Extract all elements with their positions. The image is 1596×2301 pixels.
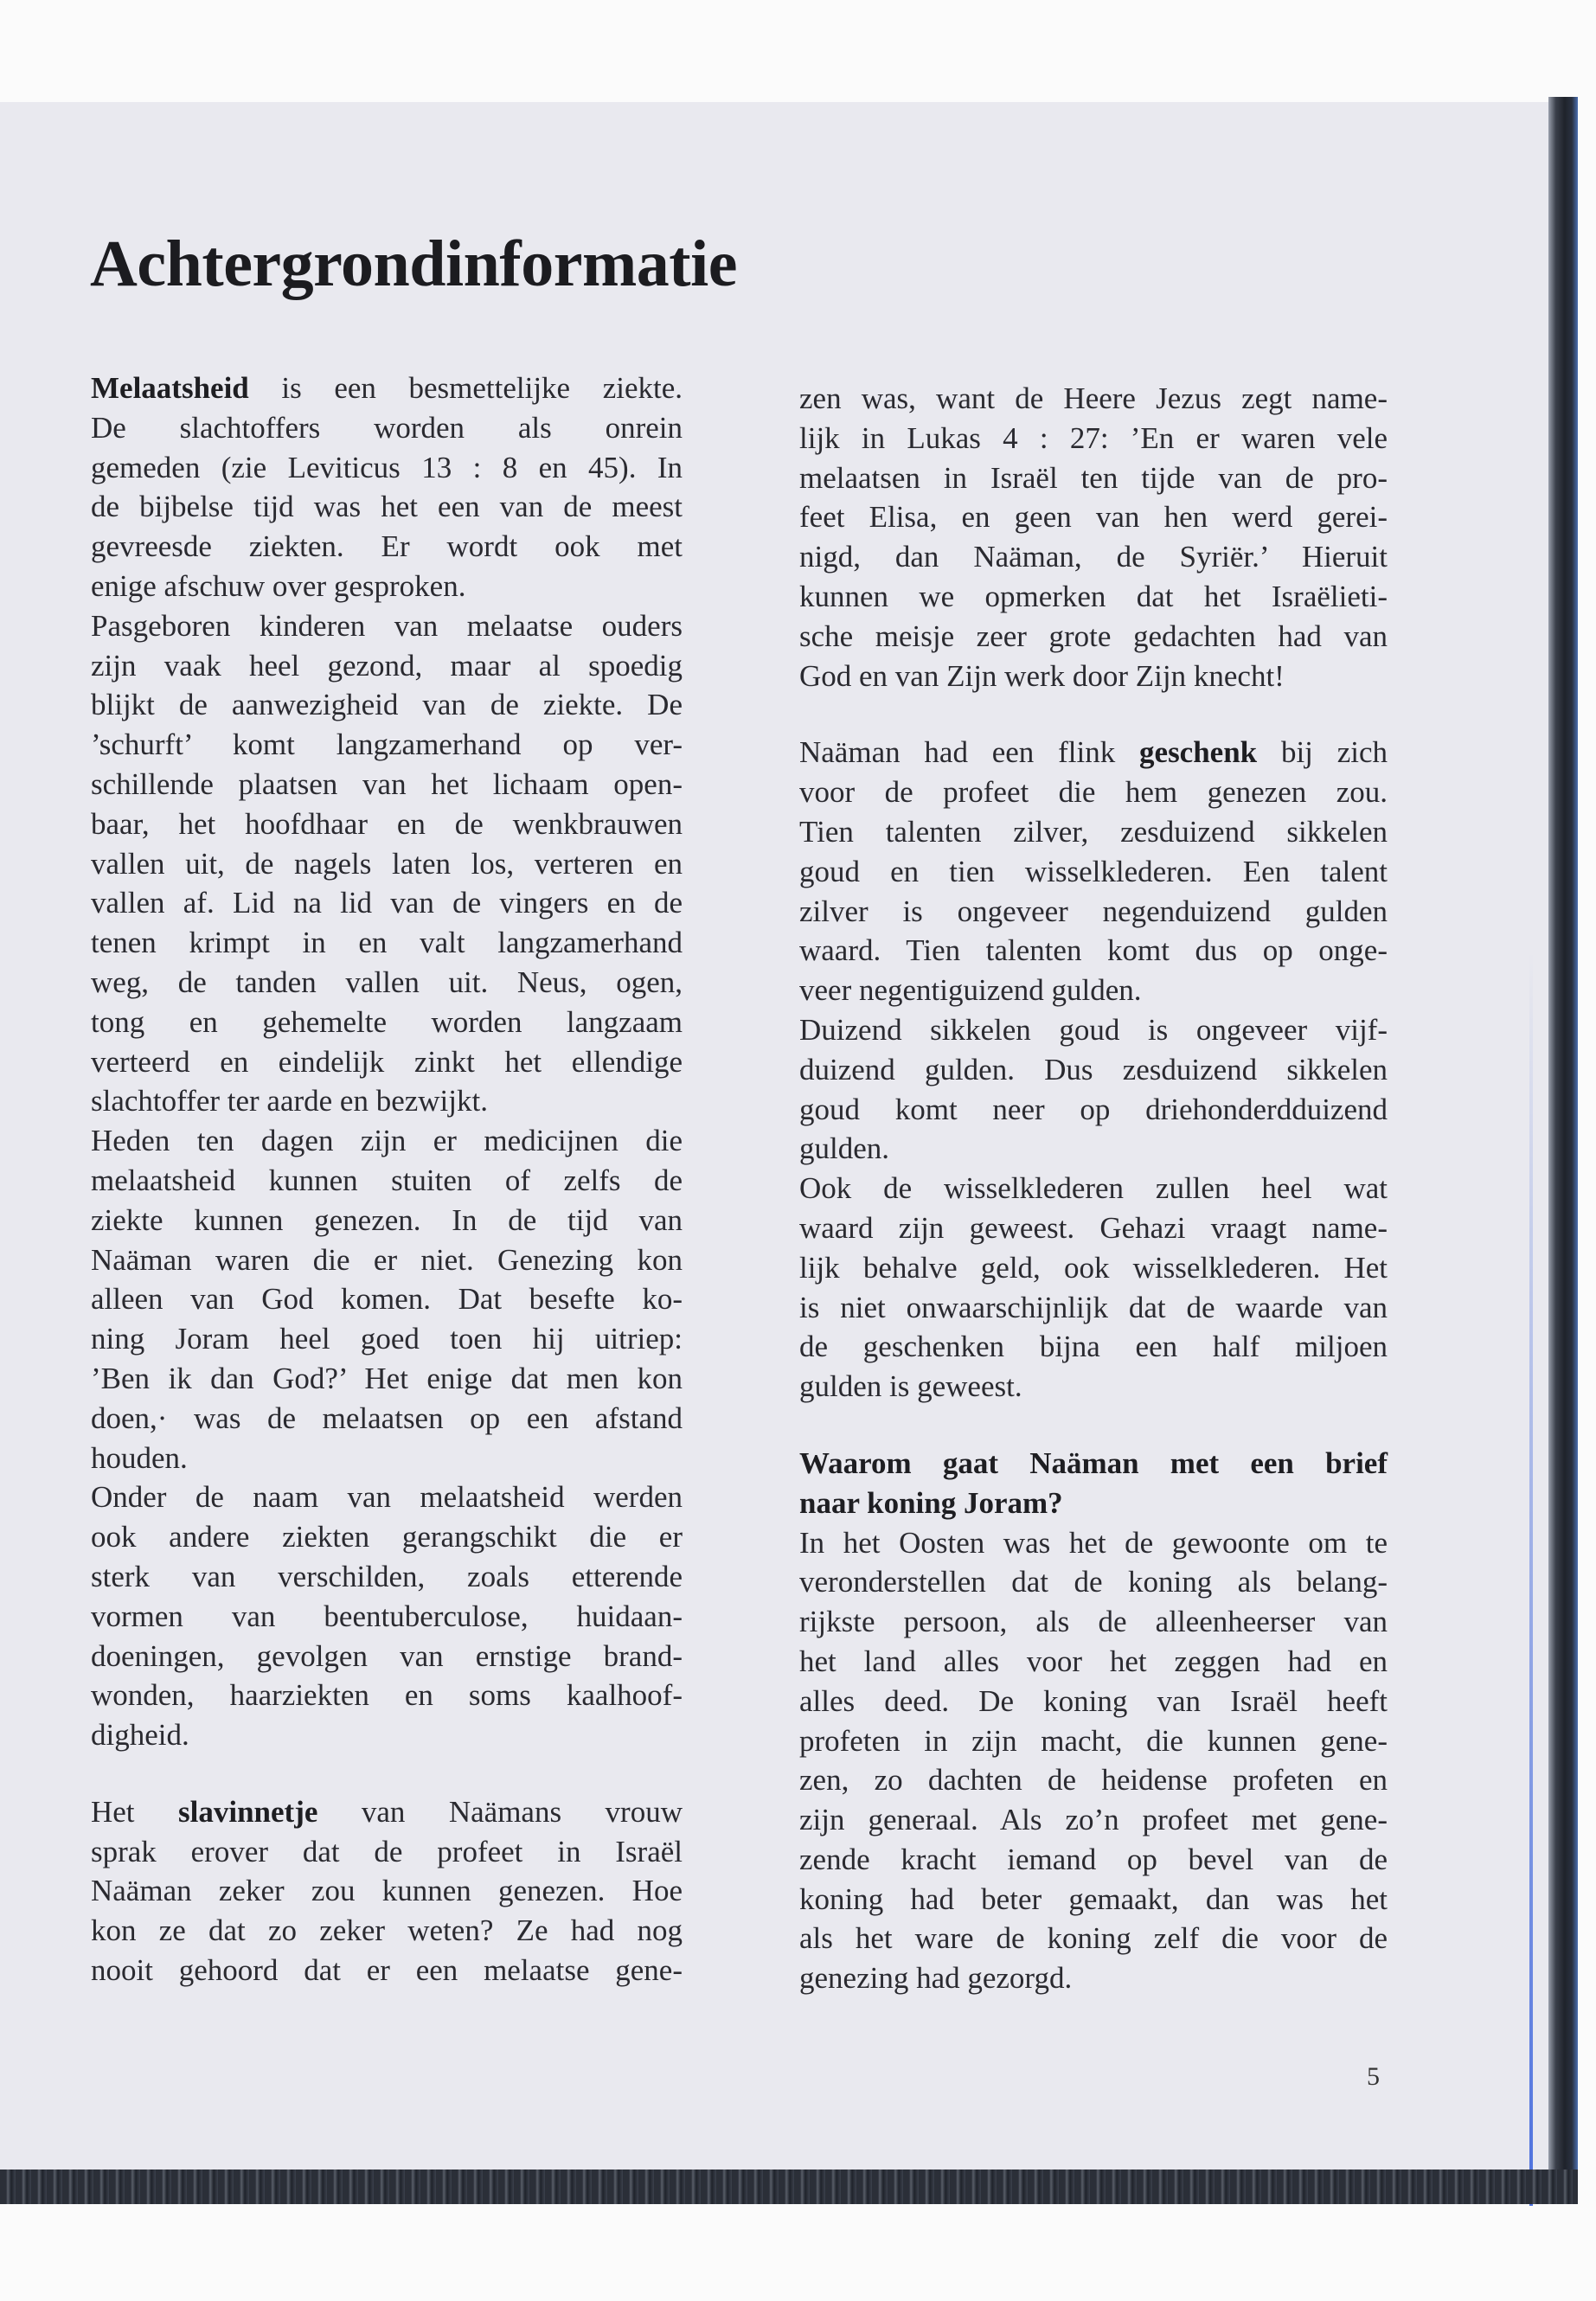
text-line: vallen uit, de nagels laten los, verteren en [91,846,683,881]
text-line: ning Joram heel goed toen hij uitriep: [91,1322,683,1356]
text-line: wonden, haarziekten en soms kaalhoof- [91,1678,683,1713]
text-line: digheid. [91,1718,189,1753]
text-line: tenen krimpt in en valt langzamerhand [91,926,683,960]
text-line: de geschenken bijna een half miljoen [799,1330,1388,1364]
text-line: ’schurft’ komt langzamerhand op ver- [91,727,683,762]
text-line: zijn generaal. Als zo’n profeet met gene- [799,1803,1388,1837]
bold-term: slavinnetje [178,1794,318,1829]
text-line: kon ze dat zo zeker weten? Ze had nog [91,1913,683,1948]
text-line [799,1444,1388,1484]
paragraph [799,1523,1388,1999]
text-line: Onder de naam van melaatsheid werden [91,1480,683,1515]
text-line: de bijbelse tijd was het een van de meest [91,490,683,524]
text-line: melaatsheid kunnen stuiten of zelfs de [91,1163,683,1197]
paragraph [91,606,683,1121]
text-line: baar, het hoofdhaar en de wenkbrauwen [91,806,683,841]
page-title: Achtergrondinformatie [90,228,737,300]
bold-term: Melaatsheid [91,371,249,405]
text-line: waard zijn geweest. Gehazi vraagt name- [799,1210,1388,1245]
text-line [799,1484,1388,1523]
paragraph [799,379,1388,695]
text-line: tong en gehemelte worden langzaam [91,1004,683,1039]
paragraph-spacer [799,695,1388,733]
text-span: Naäman had een flink [799,735,1140,770]
text-span: bij zich [1257,735,1388,770]
text-span: is een besmettelijke ziekte. [248,371,683,405]
text-line: weg, de tanden vallen uit. Neus, ogen, [91,965,683,999]
text-line: rijkste persoon, als de alleenheerser van [799,1605,1388,1639]
text-line: vormen van beentuberculose, huidaan- [91,1599,683,1633]
text-line: Ook de wisselklederen zullen heel wat [799,1171,1388,1206]
paragraph-spacer [799,1407,1388,1444]
text-line: kunnen we opmerken dat het Israëlieti- [799,579,1388,613]
text-line: zen was, want de Heere Jezus zegt name- [799,381,1388,415]
text-line: Tien talenten zilver, zesduizend sikkelen [799,814,1388,849]
text-line: waard. Tien talenten komt dus op onge- [799,933,1388,968]
paragraph [91,1121,683,1477]
text-line: genezing had gezorgd. [799,1961,1073,1996]
bold-term: naar koning Joram? [799,1485,1063,1520]
text-line: Heden ten dagen zijn er medicijnen die [91,1124,683,1158]
book-binding [1548,97,1578,2204]
text-line: veronderstellen dat de koning als belang- [799,1565,1388,1599]
left-column [91,369,683,1990]
text-line: nigd, dan Naäman, de Syriër.’ Hieruit [799,540,1388,574]
section-heading [799,1444,1388,1523]
page-number: 5 [1367,2062,1380,2091]
text-line: doen,· was de melaatsen op een afstand [91,1400,683,1435]
text-line: het land alles voor het zeggen had en [799,1644,1388,1678]
text-line: ziekte kunnen genezen. In de tijd van [91,1202,683,1237]
paragraph [799,1010,1388,1169]
text-line: zende kracht iemand op bevel van de [799,1842,1388,1876]
text-line: zilver is ongeveer negenduizend gulden [799,894,1388,928]
text-line: doeningen, gevolgen van ernstige brand- [91,1638,683,1673]
text-line: is niet onwaarschijnlijk dat de waarde van [799,1290,1388,1324]
text-line: koning had beter gemaakt, dan was het [799,1881,1388,1916]
text-line: alles deed. De koning van Israël heeft [799,1683,1388,1718]
text-line: nooit gehoord dat er een melaatse gene- [91,1953,683,1988]
text-line: goud en tien wisselklederen. Een talent [799,854,1388,888]
text-line: sche meisje zeer grote gedachten had van [799,619,1388,653]
text-line: goud komt neer op driehonderdduizend [799,1092,1388,1126]
text-line: Duizend sikkelen goud is ongeveer vijf- [799,1012,1388,1047]
paragraph [799,733,1388,1010]
text-line: blijkt de aanwezigheid van de ziekte. De [91,688,683,722]
text-line: In het Oosten was het de gewoonte om te [799,1525,1388,1560]
text-line: slachtoffer ter aarde en bezwijkt. [91,1084,488,1118]
text-line: Pasgeboren kinderen van melaatse ouders [91,608,683,643]
paragraph [799,1169,1388,1407]
text-line: gulden. [799,1131,890,1166]
book-cover-edge [0,2170,1578,2204]
bold-term: Waarom gaat Naäman met een brief [799,1445,1388,1480]
text-line: alleen van God komen. Dat besefte ko- [91,1282,683,1317]
text-line: zen, zo dachten de heidense profeten en [799,1763,1388,1798]
text-line: enige afschuw over gesproken. [91,568,466,603]
paragraph [91,369,683,606]
text-line: zijn vaak heel gezond, maar al spoedig [91,648,683,683]
right-column [799,379,1388,1998]
text-line: lijk behalve geld, ook wisselklederen. Het [799,1250,1388,1285]
text-line: houden. [91,1440,188,1475]
text-line: schillende plaatsen van het lichaam open- [91,766,683,801]
text-line: De slachtoffers worden als onrein [91,410,683,445]
text-line: sprak erover dat de profeet in Israël [91,1834,683,1868]
paragraph [91,1477,683,1755]
text-line: gemeden (zie Leviticus 13 : 8 en 45). In [91,450,683,484]
text-line: gevreesde ziekten. Er wordt ook met [91,529,683,564]
text-line: feet Elisa, en geen van hen werd gerei- [799,500,1388,535]
text-line: Naäman zeker zou kunnen genezen. Hoe [91,1874,683,1908]
text-line: gulden is geweest. [799,1369,1022,1404]
text-line: duizend gulden. Dus zesduizend sikkelen [799,1052,1388,1086]
paragraph-spacer [91,1755,683,1792]
text-line: melaatsen in Israël ten tijde van de pro- [799,460,1388,495]
text-line: vallen af. Lid na lid van de vingers en de [91,886,683,920]
text-line: God en van Zijn werk door Zijn knecht! [799,658,1285,693]
text-line: ook andere ziekten gerangschikt die er [91,1520,683,1554]
page-edge-highlight [1529,952,1533,2206]
text-line: profeten in zijn macht, die kunnen gene- [799,1723,1388,1758]
text-line [91,1792,683,1832]
text-line: voor de profeet die hem genezen zou. [799,775,1388,810]
text-line [91,369,683,408]
text-line: veer negentiguizend gulden. [799,973,1142,1008]
text-line: Naäman waren die er niet. Genezing kon [91,1242,683,1277]
text-line: verteerd en eindelijk zinkt het ellendige [91,1044,683,1079]
text-span: Het [91,1794,178,1829]
text-line: sterk van verschilden, zoals etterende [91,1559,683,1593]
paragraph [91,1792,683,1990]
bold-term: geschenk [1139,735,1258,770]
text-line [799,733,1388,772]
text-span: van Naämans vrouw [317,1794,683,1829]
text-line: lijk in Lukas 4 : 27: ’En er waren vele [799,420,1388,455]
text-line: als het ware de koning zelf die voor de [799,1921,1388,1956]
text-line: ’Ben ik dan God?’ Het enige dat men kon [91,1361,683,1395]
